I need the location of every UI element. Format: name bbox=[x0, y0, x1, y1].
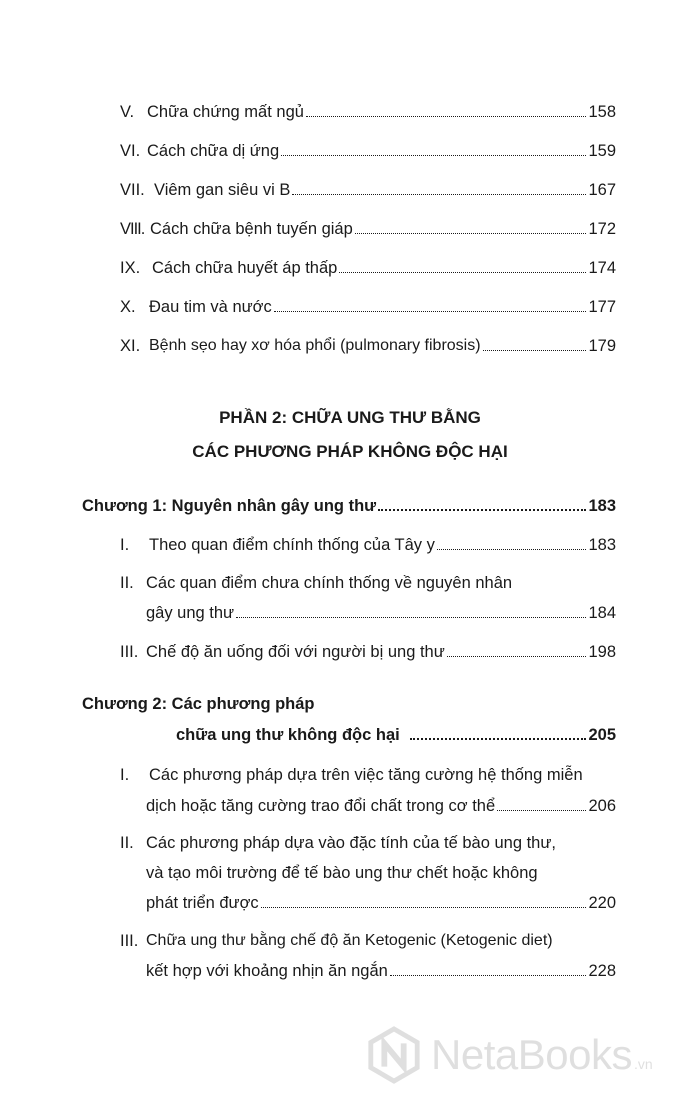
part-heading-line2: CÁC PHƯƠNG PHÁP KHÔNG ĐỘC HẠI bbox=[192, 442, 508, 461]
dot-leader bbox=[447, 656, 587, 657]
toc-entry[interactable] bbox=[120, 535, 616, 555]
part-heading-line1: PHẦN 2: CHỮA UNG THƯ BẰNG bbox=[219, 408, 481, 427]
toc-entry[interactable] bbox=[120, 297, 616, 317]
page-number: 167 bbox=[588, 181, 616, 199]
toc-entry-continuation[interactable] bbox=[146, 893, 616, 913]
entry-number: I. bbox=[120, 766, 130, 784]
dot-leader bbox=[390, 975, 587, 976]
entry-title: dịch hoặc tăng cường trao đổi chất trong cơ thể bbox=[146, 797, 496, 815]
dot-leader bbox=[306, 116, 587, 117]
page-number: 184 bbox=[588, 604, 616, 622]
dot-leader bbox=[483, 350, 587, 351]
entry-number: IX. bbox=[120, 259, 141, 277]
entry-title: phát triển được bbox=[146, 894, 259, 912]
entry-title: Cách chữa huyết áp thấp bbox=[152, 259, 338, 277]
entry-title: Chế độ ăn uống đối với người bị ung thư bbox=[146, 643, 445, 661]
page-number: 172 bbox=[588, 220, 616, 238]
toc-entry[interactable] bbox=[120, 102, 616, 122]
entry-title: gây ung thư bbox=[146, 604, 235, 622]
page-number: 179 bbox=[588, 337, 616, 355]
dot-leader bbox=[410, 738, 587, 740]
entry-title: Chữa chứng mất ngủ bbox=[147, 103, 304, 121]
toc-entry[interactable] bbox=[120, 833, 616, 853]
page-number: 220 bbox=[588, 894, 616, 912]
netabooks-logo-icon bbox=[365, 1026, 423, 1084]
entry-title: Cách chữa dị ứng bbox=[147, 142, 280, 160]
dot-leader bbox=[339, 272, 586, 273]
toc-entry[interactable] bbox=[120, 219, 616, 239]
page-number: 158 bbox=[588, 103, 616, 121]
dot-leader bbox=[292, 194, 586, 195]
entry-number: III. bbox=[120, 932, 139, 950]
entry-number: X. bbox=[120, 298, 136, 316]
entry-title: Cách chữa bệnh tuyến giáp bbox=[150, 220, 353, 238]
chapter-title: chữa ung thư không độc hại bbox=[176, 726, 400, 744]
page-number: 177 bbox=[588, 298, 616, 316]
chapter-entry[interactable] bbox=[82, 496, 616, 516]
watermark-suffix: .vn bbox=[633, 1056, 653, 1072]
toc-entry-continuation[interactable] bbox=[146, 603, 616, 623]
dot-leader bbox=[497, 810, 586, 811]
entry-title: và tạo môi trường để tế bào ung thư chết hoặc không bbox=[146, 864, 538, 882]
toc-entry[interactable] bbox=[120, 180, 616, 200]
toc-entry-continuation[interactable] bbox=[146, 796, 616, 816]
entry-number: VII. bbox=[120, 181, 145, 199]
page-number: 174 bbox=[588, 259, 616, 277]
entry-title: Bệnh sẹo hay xơ hóa phổi (pulmonary fibrosis) bbox=[149, 337, 481, 354]
entry-title: Các phương pháp dựa trên việc tăng cường hệ thống miễn bbox=[149, 766, 583, 784]
entry-title: Viêm gan siêu vi B bbox=[154, 181, 291, 199]
page-number: 206 bbox=[588, 797, 616, 815]
entry-number: XI. bbox=[120, 337, 141, 355]
entry-number: I. bbox=[120, 536, 130, 554]
toc-entry[interactable] bbox=[120, 765, 616, 785]
toc-entry[interactable] bbox=[120, 642, 616, 662]
toc-entry[interactable] bbox=[120, 931, 616, 951]
entry-number: II. bbox=[120, 834, 134, 852]
entry-number: VIII. bbox=[120, 220, 145, 238]
toc-entry[interactable] bbox=[120, 141, 616, 161]
page-number: 198 bbox=[588, 643, 616, 661]
entry-number: V. bbox=[120, 103, 135, 121]
page-number: 159 bbox=[588, 142, 616, 160]
entry-title: Theo quan điểm chính thống của Tây y bbox=[149, 536, 435, 554]
dot-leader bbox=[437, 549, 587, 550]
page-number: 228 bbox=[588, 962, 616, 980]
toc-entry-continuation[interactable] bbox=[146, 863, 616, 883]
netabooks-watermark bbox=[365, 1020, 695, 1090]
entry-title: kết hợp với khoảng nhịn ăn ngắn bbox=[146, 962, 388, 980]
toc-entry[interactable] bbox=[120, 336, 616, 356]
entry-title: Các quan điểm chưa chính thống về nguyên nhân bbox=[146, 574, 513, 592]
toc-entry[interactable] bbox=[120, 258, 616, 278]
entry-number: II. bbox=[120, 574, 134, 592]
dot-leader bbox=[274, 311, 587, 312]
page-number: 205 bbox=[588, 726, 616, 744]
page-number: 183 bbox=[588, 536, 616, 554]
chapter-title: Chương 1: Nguyên nhân gây ung thư bbox=[82, 497, 377, 515]
chapter-title-line1[interactable] bbox=[82, 694, 616, 714]
toc-entry[interactable] bbox=[120, 573, 616, 593]
watermark-text: NetaBooks bbox=[431, 1031, 632, 1078]
entry-title: Chữa ung thư bằng chế độ ăn Ketogenic (Ketogenic diet) bbox=[146, 932, 553, 949]
entry-number: III. bbox=[120, 643, 139, 661]
dot-leader bbox=[281, 155, 586, 156]
dot-leader bbox=[236, 617, 586, 618]
dot-leader bbox=[355, 233, 587, 234]
entry-number: VI. bbox=[120, 142, 141, 160]
toc-entry-continuation[interactable] bbox=[146, 961, 616, 981]
dot-leader bbox=[378, 509, 586, 511]
dot-leader bbox=[261, 907, 587, 908]
entry-title: Đau tim và nước bbox=[149, 298, 272, 316]
chapter-title: Chương 2: Các phương pháp bbox=[82, 695, 315, 713]
chapter-entry[interactable] bbox=[176, 725, 616, 745]
page-number: 183 bbox=[588, 497, 616, 515]
entry-title: Các phương pháp dựa vào đặc tính của tế bào ung thư, bbox=[146, 834, 556, 852]
